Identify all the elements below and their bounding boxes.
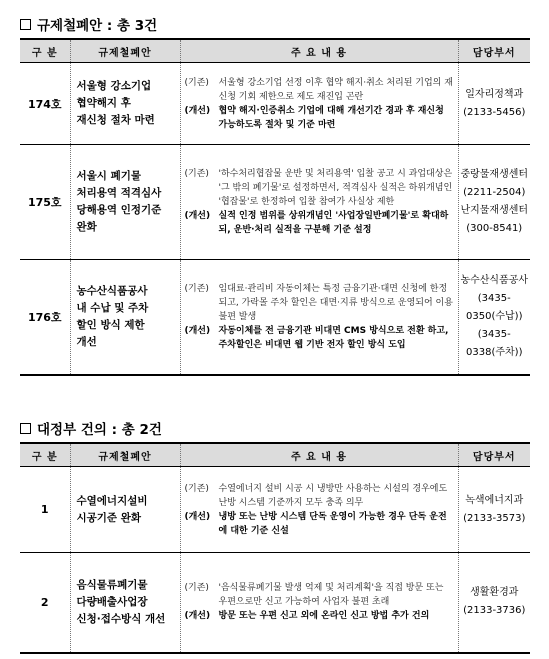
header-proposal: 규제철폐안 — [70, 39, 180, 63]
row-department — [458, 467, 530, 553]
after-text: 냉방 또는 난방 시스템 단독 운영이 가능한 경우 단독 운전에 대한 기준 신설 — [218, 511, 447, 536]
after-tag: (개선) — [184, 611, 211, 622]
header-content: 주 요 내 용 — [180, 443, 458, 467]
before-text: 수열에너지 설비 시공 시 냉방만 사용하는 시설의 경우에도 난방 시스템 기준까지 모두 충족 의무 — [218, 483, 448, 508]
before-tag: (기존) — [184, 583, 209, 594]
header-department: 담당부서 — [458, 443, 530, 467]
row-department — [458, 63, 530, 145]
section2-title-text: 대정부 건의 : 총 2건 — [37, 422, 162, 438]
before-text: 임대료·관리비 자동이체는 특정 금융기관·대면 신청에 한정되고, 가락몰 주차 할인은 대면·지류 방식으로 운영되어 이용 불편 발생 — [218, 283, 453, 322]
header-category: 구 분 — [20, 443, 70, 467]
row-proposal — [70, 63, 180, 145]
proposal-line: 내 수납 및 주차 — [76, 301, 149, 314]
before-text: '음식물류폐기물 발생 억제 및 처리계획'을 직접 방문 또는 우편으로만 신고 가능하여 사업자 불편 초래 — [218, 583, 444, 608]
proposal-line: 처리용역 적격심사 — [76, 187, 162, 199]
after-tag: (개선) — [184, 105, 211, 116]
proposal-line: 다량배출사업장 — [76, 595, 148, 608]
row-proposal — [70, 553, 180, 653]
dept-line: (3435-0350(수납)) — [466, 292, 523, 322]
row-content — [180, 260, 458, 375]
row-content — [180, 467, 458, 553]
row-proposal — [70, 260, 180, 375]
header-proposal: 규제철폐안 — [70, 443, 180, 467]
dept-line: (2211-2504) — [463, 187, 526, 198]
proposal-line: 시공기준 완화 — [76, 511, 142, 524]
table-row — [20, 553, 530, 653]
proposal-line: 할인 방식 제한 — [76, 318, 145, 331]
regulation-table — [20, 38, 530, 376]
proposal-line: 개선 — [76, 335, 97, 348]
dept-line: 중랑물재생센터 — [460, 169, 529, 180]
row-number: 1 — [20, 467, 70, 553]
row-department — [458, 553, 530, 653]
after-text: 협약 해지·인증취소 기업에 대해 개선기간 경과 후 재신청 가능하도록 절차 및 기준 마련 — [218, 105, 444, 130]
table-row — [20, 467, 530, 553]
row-number: 2 — [20, 553, 70, 653]
after-text: 방문 또는 우편 신고 외에 온라인 신고 방법 추가 건의 — [218, 611, 430, 622]
before-text: 서울형 강소기업 선정 이후 협약 해지·취소 처리된 기업의 재신청 기회 제한으로 제도 재진입 곤란 — [218, 77, 453, 102]
row-content — [180, 145, 458, 260]
section2-title — [20, 418, 162, 438]
proposal-line: 재신청 절차 마련 — [76, 114, 155, 126]
table-row — [20, 260, 530, 375]
dept-line: (2133-3736) — [463, 605, 526, 617]
row-number: 176호 — [20, 260, 70, 375]
proposal-line: 수열에너지설비 — [76, 494, 148, 507]
proposal-line: 완화 — [76, 221, 97, 233]
before-tag: (기존) — [184, 283, 209, 294]
table-row — [20, 145, 530, 260]
checkbox-icon — [20, 423, 31, 434]
proposal-table — [20, 442, 530, 654]
header-department: 담당부서 — [458, 39, 530, 63]
after-tag: (개선) — [184, 211, 211, 221]
dept-line: (300-8541) — [466, 223, 523, 234]
before-tag: (기존) — [184, 483, 209, 494]
after-text: 실적 인정 범위를 상위개념인 '사업장일반폐기물'로 확대하되, 운반·처리 실적을 구분해 기준 설정 — [218, 211, 449, 235]
dept-line: (2133-5456) — [463, 106, 526, 118]
before-tag: (기존) — [184, 169, 209, 179]
dept-line: 녹색에너지과 — [465, 494, 524, 506]
dept-line: 일자리정책과 — [465, 88, 524, 100]
dept-line: 생활환경과 — [470, 587, 519, 599]
before-text: '하수처리협잡물 운반 및 처리용역' 입찰 공고 시 과업대상은 '그 밖의 폐기물'로 설정하면서, 적격심사 실적은 하위개념인 '협잡물'로 한정하여 입찰 참여가 사실상 제한 — [218, 169, 453, 207]
proposal-line: 신청·접수방식 개선 — [76, 612, 166, 625]
row-number: 175호 — [20, 145, 70, 260]
dept-line: (2133-3573) — [463, 512, 526, 524]
proposal-line: 농수산식품공사 — [76, 284, 148, 297]
dept-line: (3435-0338(주차)) — [466, 328, 523, 358]
row-content — [180, 553, 458, 653]
proposal-line: 서울시 폐기물 — [76, 170, 142, 182]
dept-line: 난지물재생센터 — [460, 205, 529, 216]
row-department — [458, 145, 530, 260]
header-content: 주 요 내 용 — [180, 39, 458, 63]
dept-line: 농수산식품공사 — [460, 274, 529, 286]
row-department — [458, 260, 530, 375]
checkbox-icon — [20, 19, 31, 30]
section1-title-text: 규제철폐안 : 총 3건 — [37, 18, 158, 34]
proposal-line: 협약해지 후 — [76, 97, 131, 109]
proposal-line: 당해용역 인정기준 — [76, 204, 162, 216]
row-proposal — [70, 467, 180, 553]
section1-title — [20, 14, 157, 34]
table-row — [20, 63, 530, 145]
proposal-line: 서울형 강소기업 — [76, 80, 152, 92]
after-tag: (개선) — [184, 511, 211, 522]
header-category: 구 분 — [20, 39, 70, 63]
row-content — [180, 63, 458, 145]
after-text: 자동이체를 전 금융기관 비대면 CMS 방식으로 전환 하고, 주차할인은 비대면 웹 기반 전자 할인 방식 도입 — [218, 325, 449, 350]
proposal-line: 음식물류폐기물 — [76, 578, 148, 591]
row-proposal — [70, 145, 180, 260]
before-tag: (기존) — [184, 77, 209, 88]
after-tag: (개선) — [184, 325, 211, 336]
row-number: 174호 — [20, 63, 70, 145]
